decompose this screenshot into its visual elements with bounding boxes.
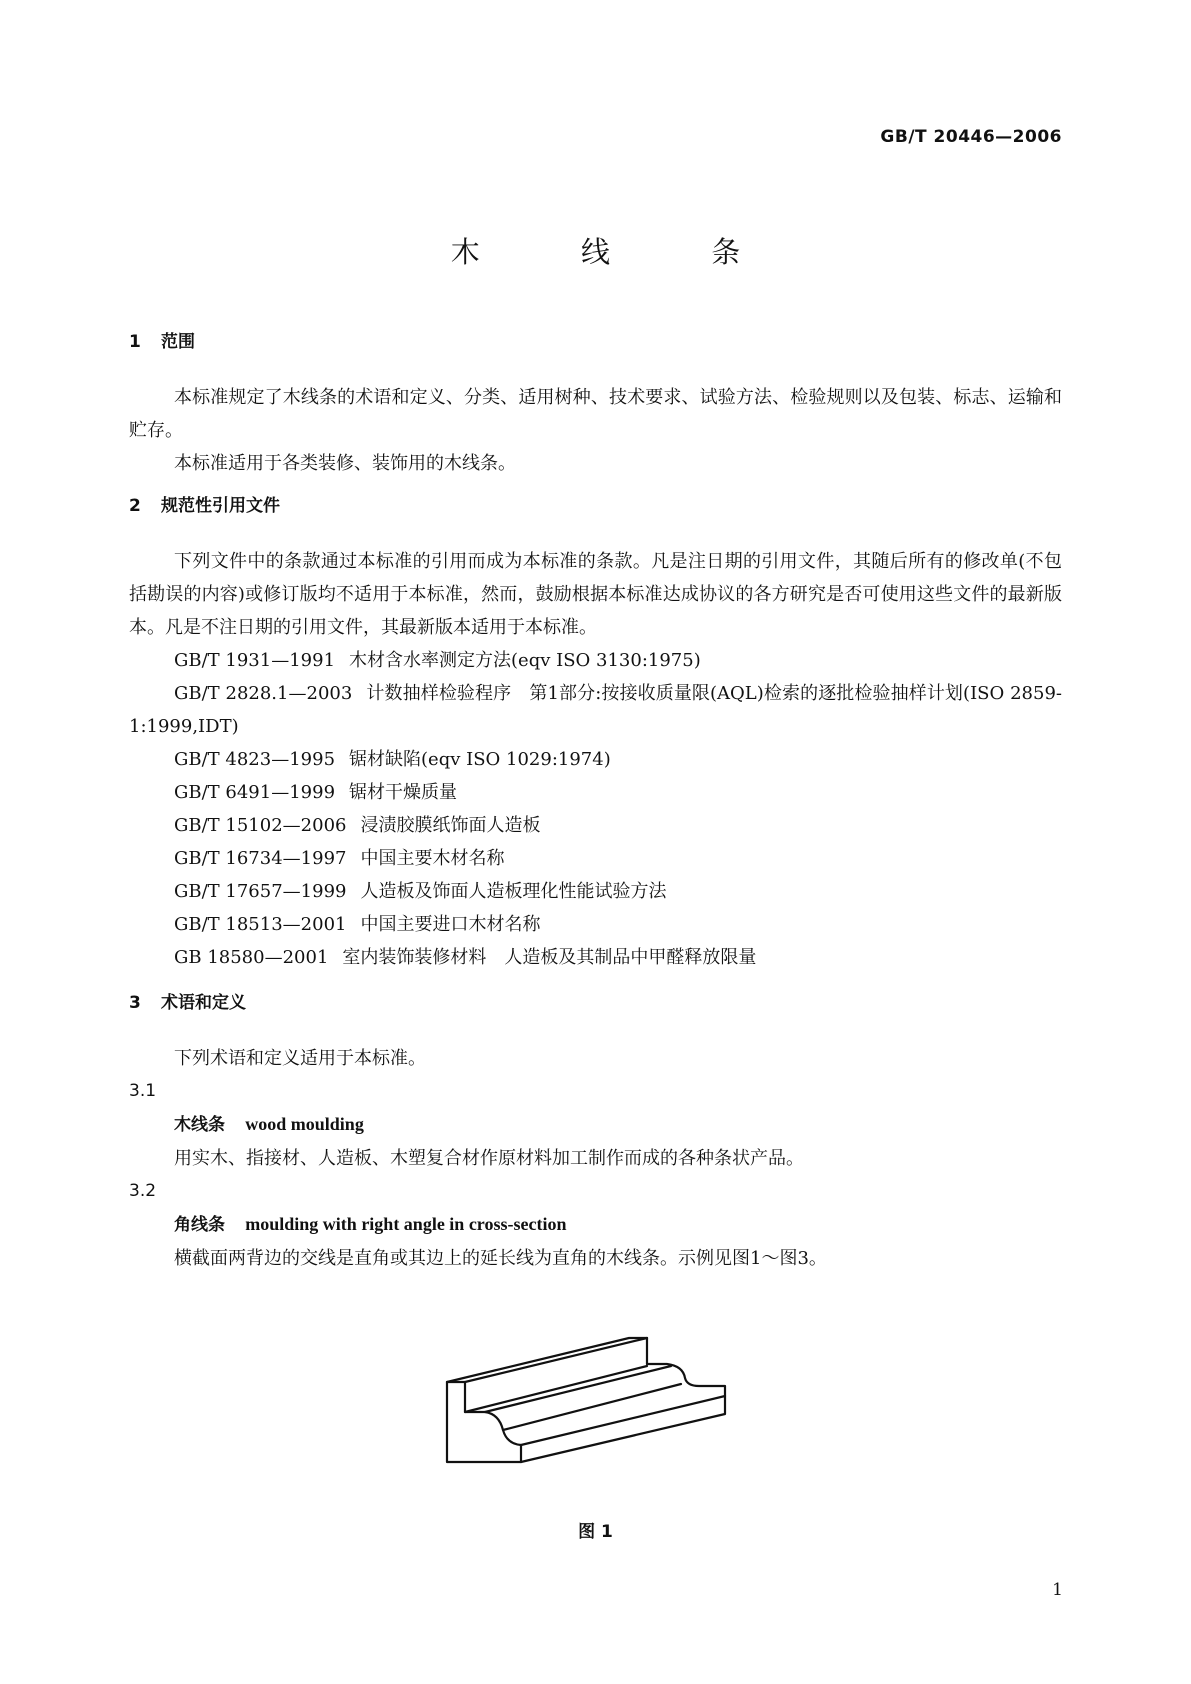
- scope-paragraph-2: 本标准适用于各类装修、装饰用的木线条。: [174, 453, 516, 474]
- reference-item: [129, 908, 1062, 941]
- term-chinese: 角线条: [174, 1215, 225, 1235]
- term-chinese: 木线条: [174, 1115, 225, 1135]
- inner-ledge-line: [465, 1366, 647, 1412]
- bottom-edge: [521, 1398, 725, 1462]
- reference-item: [129, 743, 1062, 776]
- reference-code: GB/T 15102—2006: [174, 815, 347, 836]
- cove-top-line: [485, 1366, 671, 1412]
- section-2-heading: [129, 490, 1062, 523]
- reference-item: [129, 842, 1062, 875]
- term-english: moulding with right angle in cross-section: [245, 1214, 567, 1234]
- term-definition: 横截面两背边的交线是直角或其边上的延长线为直角的木线条。示例见图1～图3。: [174, 1248, 827, 1269]
- section-title: 范围: [161, 332, 195, 352]
- reference-code: GB/T 18513—2001: [174, 914, 347, 935]
- section-title: 术语和定义: [161, 993, 246, 1013]
- cove-mid-line: [503, 1384, 681, 1430]
- term-heading: [129, 1108, 1062, 1142]
- front-profile: [447, 1382, 521, 1462]
- terms-intro: 下列术语和定义适用于本标准。: [174, 1048, 426, 1069]
- reference-code: GB 18580—2001: [174, 947, 329, 968]
- reference-item: [129, 941, 1062, 974]
- section-number: 3: [129, 993, 141, 1013]
- scope-paragraph-1: 本标准规定了木线条的术语和定义、分类、适用树种、技术要求、试验方法、检验规则以及包装、标志、运输和贮存。: [129, 387, 1062, 441]
- reference-code: GB/T 16734—1997: [174, 848, 347, 869]
- moulding-figure: [437, 1320, 767, 1480]
- term-heading: [129, 1208, 1062, 1242]
- reference-title: 室内装饰装修材料 人造板及其制品中甲醛释放限量: [342, 947, 757, 968]
- reference-code: GB/T 17657—1999: [174, 881, 347, 902]
- reference-item: [129, 644, 1062, 677]
- term-definition: 用实木、指接材、人造板、木塑复合材作原材料加工制作而成的各种条状产品。: [174, 1148, 804, 1169]
- term-number: 3.2: [129, 1181, 157, 1201]
- reference-item: [129, 776, 1062, 809]
- reference-item: [129, 875, 1062, 908]
- reference-title: 计数抽样检验程序 第1部分:按接收质量限(AQL)检索的逐批检验抽样计划(ISO 2859-1:1999,IDT): [129, 683, 1062, 737]
- references-intro: 下列文件中的条款通过本标准的引用而成为本标准的条款。凡是注日期的引用文件，其随后所有的修改单(不包括勘误的内容)或修订版均不适用于本标准，然而，鼓励根据本标准达成协议的各方研究是否可使用这些文件的最新版本。凡是不注日期的引用文件，其最新版本适用于本标准。: [129, 551, 1062, 638]
- reference-code: GB/T 1931—1991: [174, 650, 336, 671]
- section-title: 规范性引用文件: [161, 496, 280, 516]
- figure-caption: 图 1: [578, 1522, 613, 1542]
- standard-number: GB/T 20446—2006: [880, 127, 1062, 147]
- reference-code: GB/T 6491—1999: [174, 782, 336, 803]
- reference-title: 人造板及饰面人造板理化性能试验方法: [360, 881, 667, 902]
- document-title: 木 线 条: [450, 235, 787, 269]
- section-1-heading: [129, 326, 1062, 359]
- reference-title: 中国主要木材名称: [360, 848, 505, 869]
- reference-title: 锯材缺陷(eqv ISO 1029:1974): [349, 749, 611, 770]
- section-number: 2: [129, 496, 141, 516]
- section-3-heading: [129, 987, 1062, 1020]
- reference-item: [129, 677, 1062, 743]
- reference-title: 锯材干燥质量: [349, 782, 458, 803]
- moulding-illustration: [437, 1320, 767, 1480]
- reference-item: [129, 809, 1062, 842]
- page-number: 1: [1052, 1580, 1063, 1600]
- document-body: [129, 326, 1062, 1275]
- reference-title: 浸渍胶膜纸饰面人造板: [360, 815, 541, 836]
- reference-title: 中国主要进口木材名称: [360, 914, 541, 935]
- reference-code: GB/T 4823—1995: [174, 749, 336, 770]
- reference-title: 木材含水率测定方法(eqv ISO 3130:1975): [349, 650, 701, 671]
- term-english: wood moulding: [245, 1114, 364, 1134]
- term-number: 3.1: [129, 1081, 157, 1101]
- section-number: 1: [129, 332, 141, 352]
- back-rail-front-edge: [465, 1338, 647, 1382]
- reference-code: GB/T 2828.1—2003: [174, 683, 353, 704]
